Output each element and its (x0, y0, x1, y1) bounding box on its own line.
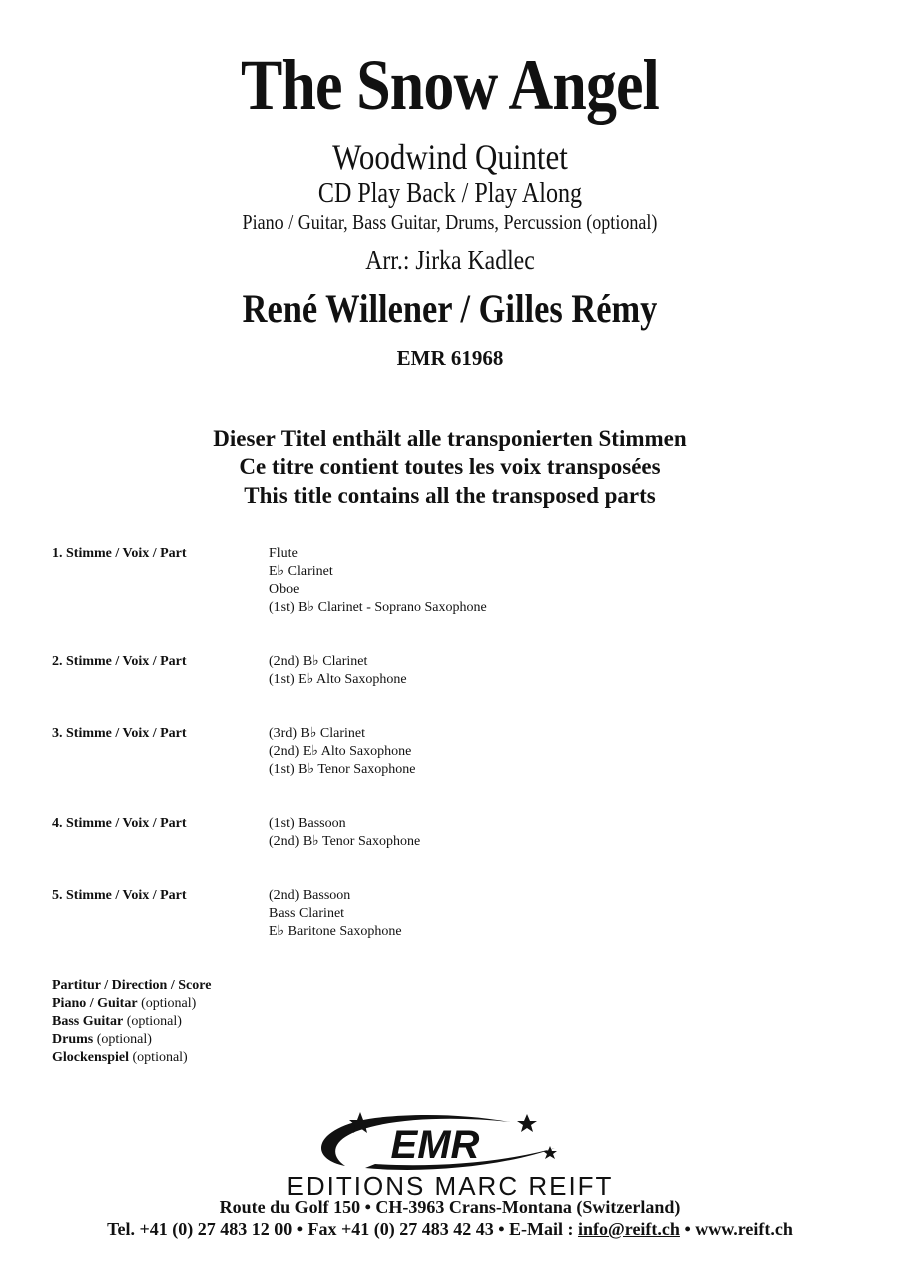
part-label: 5. Stimme / Voix / Part (52, 888, 187, 903)
publisher-contact: Tel. +41 (0) 27 483 12 00 • Fax +41 (0) 27 483 42 43 • E-Mail : info@reift.ch • www.reift.ch (107, 1219, 793, 1239)
arranger: Arr.: Jirka Kadlec (365, 245, 535, 275)
part-instrument: (2nd) E♭ Alto Saxophone (269, 744, 412, 759)
part-instrument-list (269, 887, 402, 941)
part-label: 4. Stimme / Voix / Part (52, 816, 187, 831)
part-label: 2. Stimme / Voix / Part (52, 654, 187, 669)
emr-logo (305, 1108, 565, 1172)
notice-german: Dieser Titel enthält alle transponierten Stimmen (213, 426, 687, 451)
extra-part: Partitur / Direction / Score (52, 978, 212, 993)
accompaniment-instruments: Piano / Guitar, Bass Guitar, Drums, Percussion (optional) (242, 210, 658, 234)
part-instrument-list (269, 725, 416, 779)
publisher-address: Route du Golf 150 • CH-3963 Crans-Montana (Switzerland) (219, 1197, 681, 1217)
composers: René Willener / Gilles Rémy (242, 286, 658, 331)
part-instrument: E♭ Clarinet (269, 564, 333, 579)
part-instrument: (1st) B♭ Tenor Saxophone (269, 762, 416, 777)
extra-part: Drums (optional) (52, 1032, 152, 1047)
playback-subtitle: CD Play Back / Play Along (317, 178, 583, 209)
extra-part: Glockenspiel (optional) (52, 1050, 188, 1065)
logo-text: EMR (390, 1123, 480, 1167)
part-instrument: Flute (269, 546, 298, 561)
part-label: 3. Stimme / Voix / Part (52, 726, 187, 741)
part-label: 1. Stimme / Voix / Part (52, 546, 187, 561)
ensemble-subtitle: Woodwind Quintet (332, 137, 568, 177)
part-instrument-list (269, 545, 487, 617)
extra-parts-list (52, 977, 211, 1067)
part-instrument: Bass Clarinet (269, 906, 345, 921)
extra-part: Bass Guitar (optional) (52, 1014, 182, 1029)
page-title: The Snow Angel (240, 45, 660, 125)
notice-french: Ce titre contient toutes les voix transposées (239, 454, 661, 479)
part-instrument: (1st) E♭ Alto Saxophone (269, 672, 407, 687)
part-instrument: (3rd) B♭ Clarinet (269, 726, 366, 741)
part-instrument: (1st) B♭ Clarinet - Soprano Saxophone (269, 600, 487, 615)
part-instrument-list (269, 653, 407, 689)
part-instrument: Oboe (269, 582, 300, 597)
part-instrument: (2nd) B♭ Tenor Saxophone (269, 834, 421, 849)
part-instrument-list (269, 815, 420, 851)
part-instrument: (1st) Bassoon (269, 816, 346, 831)
part-instrument: (2nd) B♭ Clarinet (269, 654, 368, 669)
catalog-code: EMR 61968 (396, 346, 504, 370)
part-instrument: E♭ Baritone Saxophone (269, 924, 402, 939)
notice-english: This title contains all the transposed parts (244, 483, 656, 508)
email-link[interactable]: info@reift.ch (578, 1219, 680, 1239)
extra-part: Piano / Guitar (optional) (52, 996, 197, 1011)
part-instrument: (2nd) Bassoon (269, 888, 351, 903)
publisher-name: EDITIONS MARC REIFT (286, 1171, 614, 1201)
